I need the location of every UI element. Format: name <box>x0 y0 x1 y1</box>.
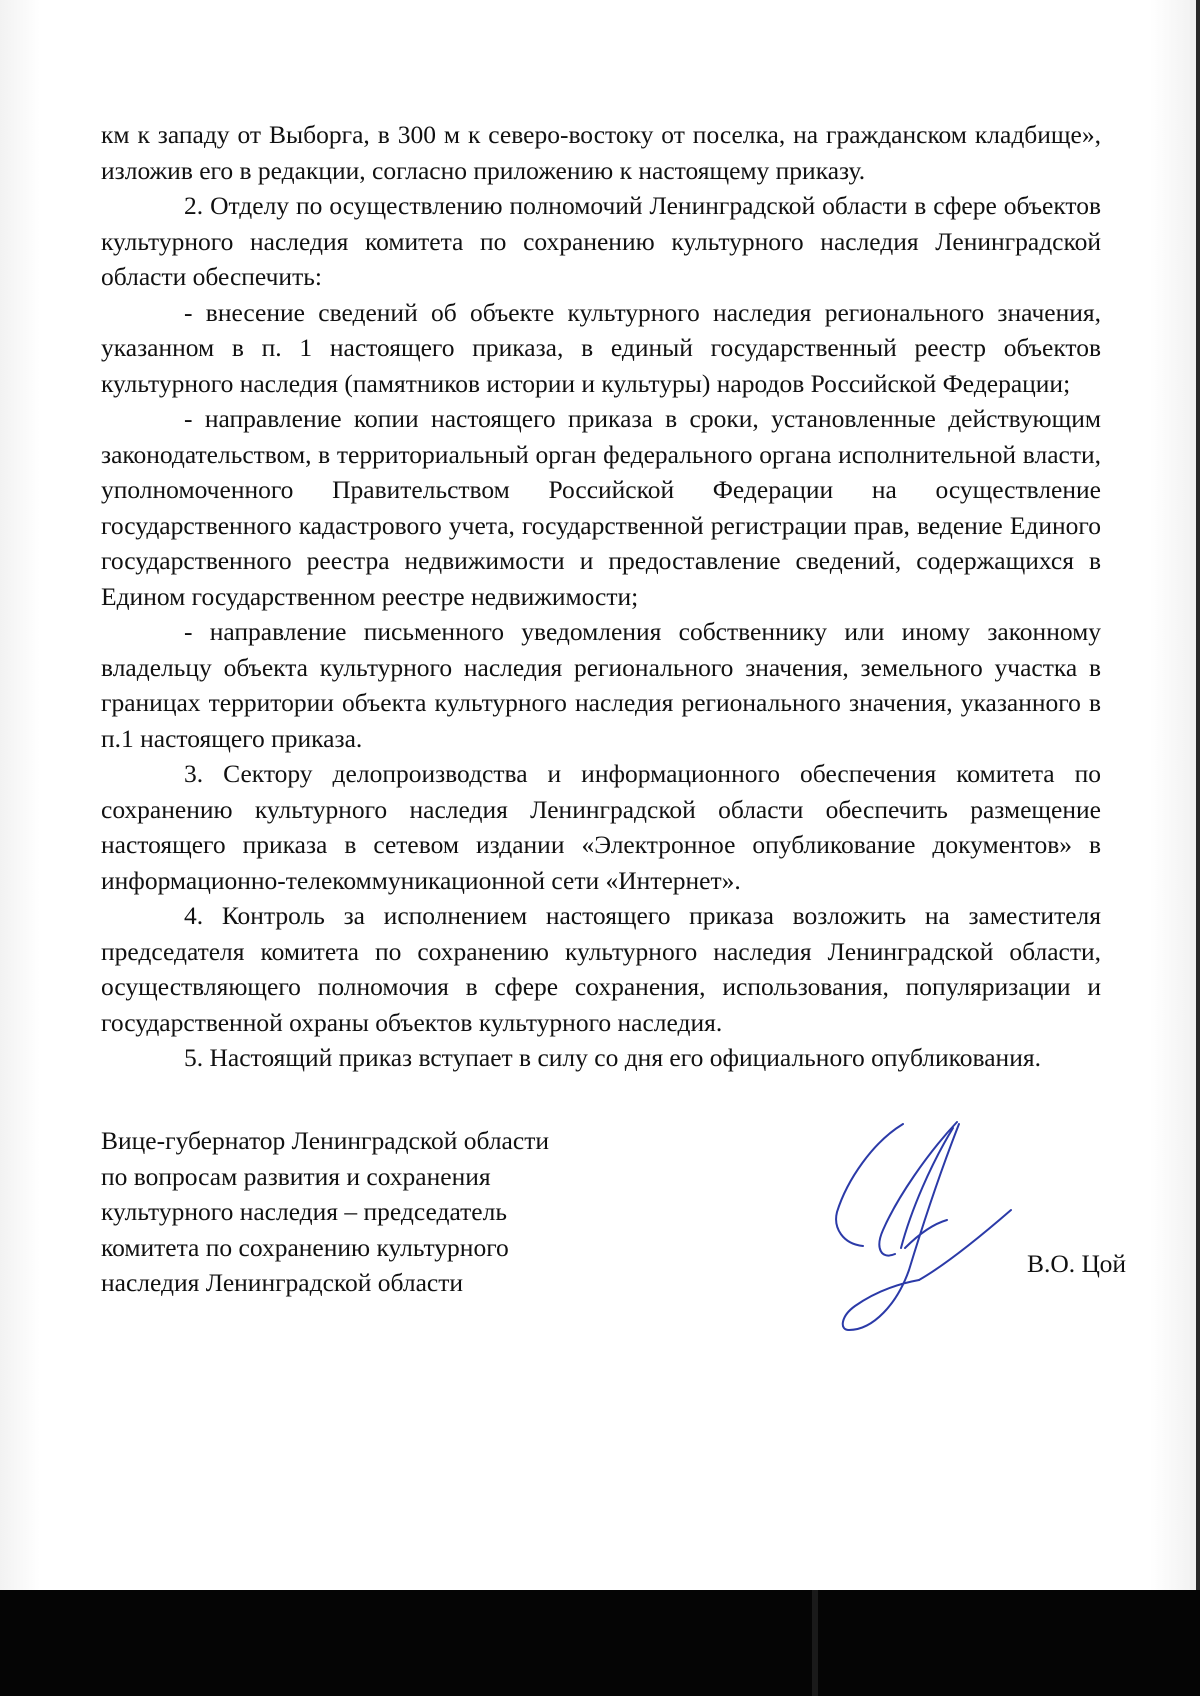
position-line: по вопросам развития и сохранения <box>101 1161 491 1191</box>
paragraph-continuation: км к западу от Выборга, в 300 м к северо-востоку от поселка, на гражданском кладбище», изложив его в редакции, согласно приложению к настоящему приказу. <box>101 120 1101 185</box>
handwritten-signature <box>835 1120 1015 1335</box>
paragraph-item-2: 2. Отделу по осуществлению полномочий Ленинградской области в сфере объектов культурного наследия комитета по сохранению культурного наследия Ленинградской области обеспечить: <box>101 191 1101 291</box>
position-line: наследия Ленинградской области <box>101 1268 464 1297</box>
paragraph-item-3: 3. Сектору делопроизводства и информационного обеспечения комитета по сохранению культурного наследия Ленинградской области обеспечить размещение настоящего приказа в сетевом издании «Электронное опубликование документов» в информационно-телекоммуникационной сети «Интернет». <box>101 759 1101 895</box>
page-edge-shadow <box>1196 0 1200 1594</box>
position-line: комитета по сохранению культурного <box>101 1232 509 1262</box>
paragraph-bullet-register: - внесение сведений об объекте культурного наследия регионального значения, указанном в п. 1 настоящего приказа, в единый государственный реестр объектов культурного наследия (памятников истории и культуры) народов Российской Федерации; <box>101 297 1101 398</box>
position-line: культурного наследия – председатель <box>101 1197 507 1226</box>
document-body <box>101 117 1101 1076</box>
paragraph-bullet-copy: - направление копии настоящего приказа в сроки, установленные действующим законодательством, в территориальный орган федерального органа исполнительной власти, уполномоченного Правительством Российской Федерации на осуществление государственного кадастрового учета, государственной регистрации прав, ведение Единого государственного реестра недвижимости и предоставление сведений, содержащихся в Едином государственном реестре недвижимости; <box>101 404 1101 611</box>
paragraph-bullet-notice: - направление письменного уведомления собственнику или иному законному владельцу объекта культурного наследия регионального значения, земельного участка в границах территории объекта культурного наследия регионального значения, указанного в п.1 настоящего приказа. <box>101 617 1101 753</box>
scan-border-gap <box>812 1590 818 1696</box>
paragraph-item-4: 4. Контроль за исполнением настоящего приказа возложить на заместителя председателя комитета по сохранению культурного наследия Ленинградской области, осуществляющего полномочия в сфере сохранения, использования, популяризации и государственной охраны объектов культурного наследия. <box>101 901 1101 1037</box>
scan-border-bottom <box>0 1590 1200 1696</box>
signer-name: В.О. Цой <box>1027 1249 1127 1278</box>
paragraph-item-5: 5. Настоящий приказ вступает в силу со дня его официального опубликования. <box>184 1043 1041 1072</box>
position-line: Вице-губернатор Ленинградской области <box>101 1126 549 1155</box>
signatory-position <box>101 1123 621 1301</box>
